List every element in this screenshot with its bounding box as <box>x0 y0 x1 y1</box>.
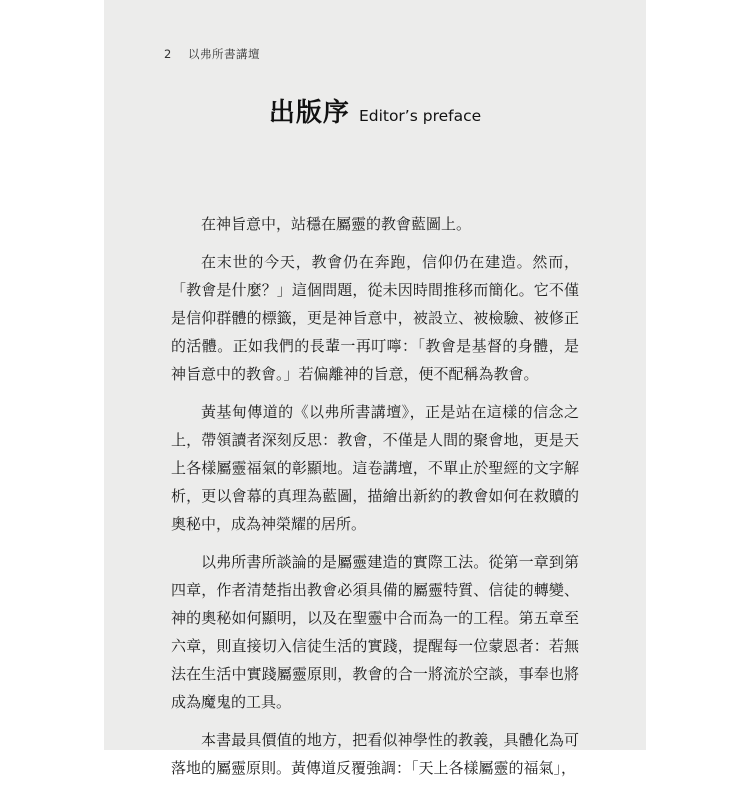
paragraph: 黃基甸傳道的《以弗所書講壇》，正是站在這樣的信念之上，帶領讀者深刻反思：教會，不僅是人間的聚會地，更是天上各樣屬靈福氣的彰顯地。這卷講壇，不單止於聖經的文字解析，更以會幕的真理為藍圖，描繪出新約的教會如何在救贖的奧秘中，成為神榮耀的居所。 <box>171 403 579 533</box>
paragraph: 在神旨意中，站穩在屬靈的教會藍圖上。 <box>201 215 472 233</box>
book-page <box>104 0 646 777</box>
title-chinese: 出版序 <box>268 98 350 128</box>
running-header <box>164 46 260 62</box>
paragraph: 在末世的今天，教會仍在奔跑，信仰仍在建造。然而，「教會是什麼？」這個問題，從未因時間推移而簡化。它不僅是信仰群體的標籤，更是神旨意中，被設立、被檢驗、被修正的活體。正如我們的長輩一再叮嚀：「教會是基督的身體，是神旨意中的教會。」若偏離神的旨意，便不配稱為教會。 <box>171 253 579 383</box>
running-title: 以弗所書講壇 <box>187 47 260 61</box>
body-text <box>171 210 579 792</box>
page-title <box>104 92 646 129</box>
paragraph: 以弗所書所談論的是屬靈建造的實際工法。從第一章到第四章，作者清楚指出教會必須具備的屬靈特質、信徒的轉變、神的奧秘如何顯明，以及在聖靈中合而為一的工程。第五章至六章，則直接切入信徒生活的實踐，提醒每一位蒙恩者：若無法在生活中實踐屬靈原則，教會的合一將流於空談，事奉也將成為魔鬼的工具。 <box>171 553 579 711</box>
page-number: 2 <box>164 47 172 61</box>
title-english: Editor’s preface <box>358 107 482 125</box>
paragraph: 本書最具價值的地方，把看似神學性的教義，具體化為可落地的屬靈原則。黃傳道反覆強調：「天上各樣屬靈的福氣」， <box>171 731 579 777</box>
